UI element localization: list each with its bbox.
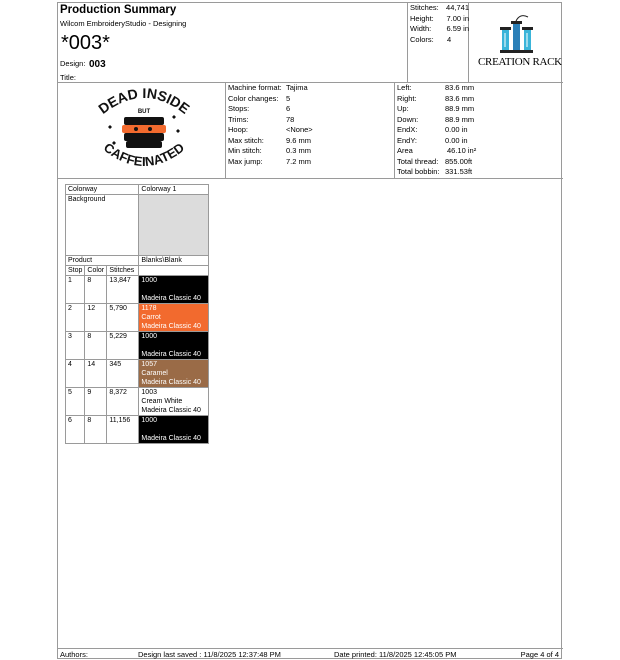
- thread-code: 1003: [141, 389, 157, 396]
- stat-label: Stitches:: [410, 3, 439, 12]
- info-value: 9.6 mm: [286, 135, 312, 145]
- divider: [407, 3, 408, 83]
- dim-label: Total bobbin:: [397, 167, 440, 176]
- software-subtitle: Wilcom EmbroideryStudio - Designing: [60, 19, 187, 28]
- stitches-cell: 8,372: [107, 388, 139, 416]
- dim-value: 46.10 in²: [447, 146, 477, 155]
- dim-value: 855.00ft: [445, 156, 473, 166]
- background-swatch: [139, 195, 209, 256]
- brand-logo: [472, 7, 560, 79]
- thread-brand: Madeira Classic 40: [141, 435, 201, 442]
- date-printed: Date printed: 11/8/2025 12:45:05 PM: [334, 650, 457, 659]
- info-value: 78: [286, 114, 295, 124]
- thread-name: [141, 341, 206, 350]
- design-preview: [88, 85, 200, 177]
- dim-label: Left:: [397, 83, 412, 92]
- info-label: Stops:: [228, 104, 250, 113]
- info-label: Max jump:: [228, 156, 263, 166]
- product-label: Product: [66, 256, 139, 266]
- divider: [225, 82, 226, 178]
- stitches-cell: 345: [107, 360, 139, 388]
- table-row: [66, 388, 209, 416]
- brand-name: CREATION RACK: [478, 56, 562, 68]
- info-value: 5: [286, 93, 291, 103]
- color-cell: 8: [85, 276, 107, 304]
- artwork-middle-text: BUT: [137, 109, 151, 115]
- stat-label: Height:: [410, 13, 434, 23]
- artwork-top-text: DEAD INSIDE: [95, 85, 193, 117]
- thread-swatch-cell: [139, 276, 209, 304]
- thread-swatch-cell: [139, 360, 209, 388]
- color-cell: 8: [85, 416, 107, 444]
- info-label: Machine format:: [228, 83, 282, 92]
- product-value: Blanks\Blank: [139, 256, 209, 266]
- dim-value: 331.53ft: [445, 167, 473, 176]
- colorway-header: Colorway: [66, 185, 139, 195]
- stop-column-header: Stop: [66, 266, 85, 276]
- stitches-column-header: Stitches: [107, 266, 139, 276]
- thread-name: Caramel: [141, 370, 168, 377]
- stop-cell: 5: [66, 388, 85, 416]
- thread-brand: Madeira Classic 40: [141, 295, 201, 302]
- stitches-cell: 5,229: [107, 332, 139, 360]
- page-number: Page 4 of 4: [520, 650, 559, 659]
- info-label: Max stitch:: [228, 135, 264, 145]
- stitches-cell: 11,156: [107, 416, 139, 444]
- dim-value: 83.6 mm: [445, 83, 475, 92]
- info-label: Trims:: [228, 114, 249, 124]
- info-value: 7.2 mm: [286, 156, 312, 166]
- stat-label: Colors:: [410, 34, 434, 44]
- color-cell: 14: [85, 360, 107, 388]
- dim-label: Up:: [397, 104, 409, 113]
- info-value: 6: [286, 104, 291, 113]
- table-row: [66, 416, 209, 444]
- page-title: Production Summary: [60, 4, 177, 16]
- dim-label: Right:: [397, 93, 417, 103]
- dim-value: 88.9 mm: [445, 114, 475, 124]
- dim-label: EndY:: [397, 135, 418, 145]
- design-value: 003: [89, 59, 106, 70]
- dim-value: 0.00 in: [445, 135, 468, 145]
- thread-name: Cream White: [141, 398, 183, 405]
- dim-label: EndX:: [397, 125, 418, 134]
- stop-cell: 6: [66, 416, 85, 444]
- thread-code: 1057: [141, 361, 157, 368]
- thread-name: [141, 285, 206, 294]
- stats-block: [410, 3, 469, 45]
- dim-label: Area: [397, 146, 413, 155]
- thread-brand: Madeira Classic 40: [141, 351, 201, 358]
- thread-name: [141, 425, 206, 434]
- thread-swatch-cell: [139, 332, 209, 360]
- stat-label: Width:: [410, 24, 432, 33]
- production-summary-page: [57, 2, 562, 659]
- dim-label: Down:: [397, 114, 419, 124]
- thread-code: 1178: [141, 305, 157, 312]
- machine-info: [228, 83, 313, 167]
- stat-value: 6.59 in: [446, 24, 469, 33]
- divider: [58, 178, 563, 179]
- artwork-bottom-text: CAFFEINATED: [100, 139, 188, 170]
- info-label: Min stitch:: [228, 146, 262, 155]
- divider: [394, 82, 395, 178]
- dim-value: 0.00 in: [445, 125, 468, 134]
- thread-swatch-cell: [139, 304, 209, 332]
- dim-value: 88.9 mm: [445, 104, 475, 113]
- stat-value: 44,741: [446, 3, 469, 12]
- spool-logo-icon: [472, 7, 560, 79]
- thread-brand: Madeira Classic 40: [141, 379, 201, 386]
- stop-cell: 1: [66, 276, 85, 304]
- dimension-info: [397, 83, 476, 178]
- info-value: <None>: [286, 125, 313, 134]
- colorway-name: Colorway 1: [139, 185, 209, 195]
- info-value: Tajima: [286, 83, 308, 92]
- thread-code: 1000: [141, 333, 157, 340]
- design-barcode-text: *003*: [61, 32, 110, 54]
- stat-value: 4: [447, 34, 452, 44]
- design-artwork-icon: [88, 85, 200, 177]
- info-label: Color changes:: [228, 93, 279, 103]
- stitches-cell: 5,790: [107, 304, 139, 332]
- authors-label: Authors:: [60, 650, 88, 659]
- thread-code: 1000: [141, 417, 157, 424]
- stop-cell: 2: [66, 304, 85, 332]
- last-saved: Design last saved : 11/8/2025 12:37:48 PM: [138, 650, 281, 659]
- title-label: Title:: [60, 73, 76, 82]
- thread-code: 1000: [141, 277, 157, 284]
- dim-value: 83.6 mm: [445, 93, 475, 103]
- color-cell: 8: [85, 332, 107, 360]
- color-cell: 9: [85, 388, 107, 416]
- stop-cell: 4: [66, 360, 85, 388]
- thread-brand: Madeira Classic 40: [141, 323, 201, 330]
- thread-swatch-cell: [139, 388, 209, 416]
- color-column-header: Color: [85, 266, 107, 276]
- color-cell: 12: [85, 304, 107, 332]
- dim-label: Total thread:: [397, 156, 439, 166]
- stitches-cell: 13,847: [107, 276, 139, 304]
- colorway-table: [65, 184, 209, 444]
- thread-swatch-cell: [139, 416, 209, 444]
- stat-value: 7.00 in: [446, 13, 469, 23]
- table-row: [66, 332, 209, 360]
- swatch-column-header: [139, 266, 209, 276]
- table-row: [66, 360, 209, 388]
- design-label: Design:: [60, 59, 86, 68]
- divider: [58, 648, 563, 649]
- thread-brand: Madeira Classic 40: [141, 407, 201, 414]
- background-label: Background: [66, 195, 139, 256]
- table-row: [66, 304, 209, 332]
- stop-cell: 3: [66, 332, 85, 360]
- info-value: 0.3 mm: [286, 146, 312, 155]
- info-label: Hoop:: [228, 125, 249, 134]
- thread-name: Carrot: [141, 314, 161, 321]
- table-row: [66, 276, 209, 304]
